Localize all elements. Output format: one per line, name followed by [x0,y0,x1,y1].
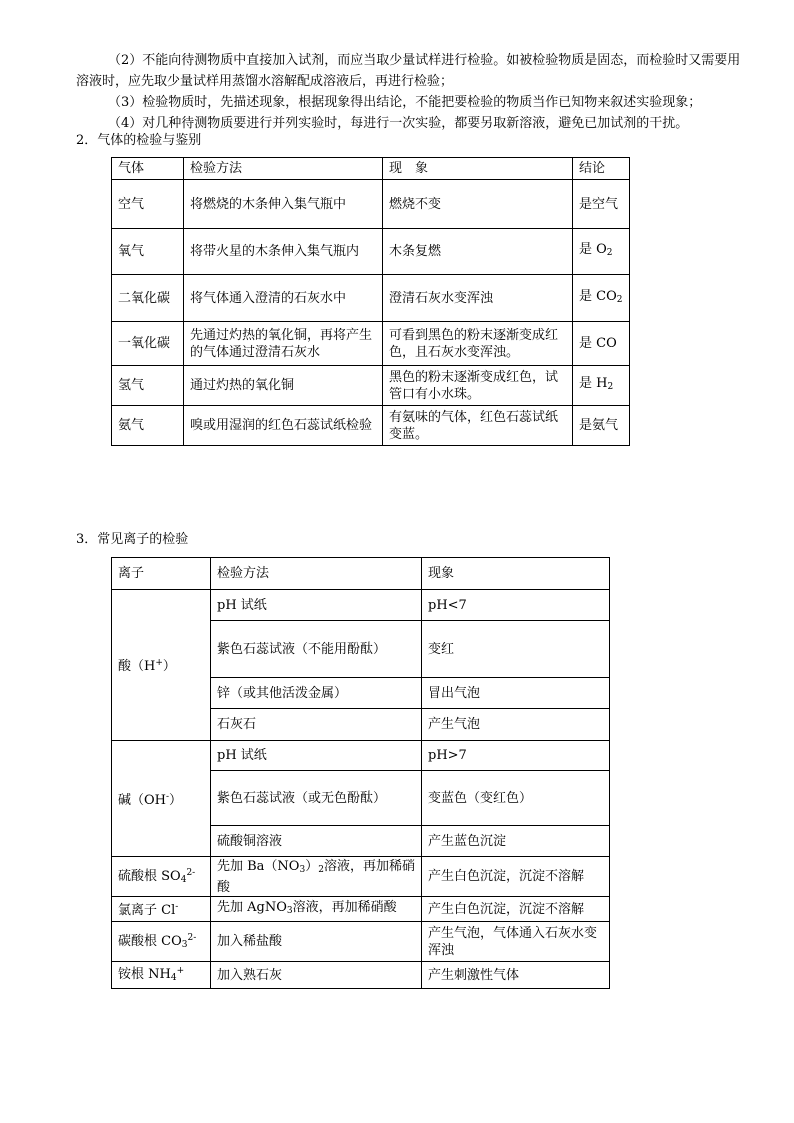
test-method: 将带火星的木条伸入集气瓶内 [184,229,383,275]
gas-name: 氧气 [112,229,184,275]
test-method: 硫酸铜溶液 [211,826,422,857]
test-phenomenon: 变红 [422,621,610,678]
test-method: 先加 $Ba(NO_3)_2$溶液，再加稀硝酸 [211,857,422,897]
test-phenomenon: 变蓝色（变红色） [422,771,610,826]
gas-name: 一氧化碳 [112,322,184,366]
gas-section-heading: 2．气体的检验与鉴别 [76,133,202,148]
table-row [112,229,630,275]
test-method: 通过灼热的氧化铜 [184,366,383,406]
test-phenomenon: 冒出气泡 [422,678,610,709]
test-conclusion: 是 $O_2$ [573,229,630,275]
header-method: 检验方法 [211,558,422,590]
table-row [112,275,630,322]
ion-sulfate: 硫酸根 $SO_4^{2-}$ [112,857,211,897]
test-phenomenon: 产生气泡 [422,709,610,741]
test-phenomenon: 黑色的粉末逐渐变成红色，试管口有小水珠。 [383,366,573,406]
test-conclusion: 是 $CO_2$ [573,275,630,322]
table-row [112,922,610,962]
table-row [112,897,610,922]
ion-section-heading: 3．常见离子的检验 [76,532,189,547]
test-phenomenon: 木条复燃 [383,229,573,275]
test-method: pH 试纸 [211,741,422,771]
test-phenomenon: 澄清石灰水变浑浊 [383,275,573,322]
table-row [112,962,610,989]
gas-name: 空气 [112,180,184,229]
gas-test-table [111,157,630,446]
table-row [112,180,630,229]
header-conclusion: 结论 [573,158,630,180]
test-phenomenon: 产生气泡，气体通入石灰水变浑浊 [422,922,610,962]
gas-name: 氨气 [112,406,184,446]
table-header-row [112,158,630,180]
test-method: 锌（或其他活泼金属） [211,678,422,709]
test-conclusion: 是氨气 [573,406,630,446]
test-phenomenon: pH>7 [422,741,610,771]
test-method: 将燃烧的木条伸入集气瓶中 [184,180,383,229]
test-conclusion: 是空气 [573,180,630,229]
test-conclusion: 是 $H_2$ [573,366,630,406]
table-header-row [112,558,610,590]
ion-test-table [111,557,610,989]
table-row [112,406,630,446]
note-paragraph-3: （3）检验物质时，先描述现象，根据现象得出结论，不能把要检验的物质当作已知物来叙述实验现象； [108,95,702,110]
test-phenomenon: 产生白色沉淀，沉淀不溶解 [422,897,610,922]
note-paragraph-4: （4）对几种待测物质要进行并列实验时，每进行一次实验，都要另取新溶液，避免已加试剂的干扰。 [108,116,689,131]
test-method: pH 试纸 [211,590,422,621]
test-method: 石灰石 [211,709,422,741]
test-phenomenon: pH<7 [422,590,610,621]
test-method: 先加 AgNO$_3$溶液，再加稀硝酸 [211,897,422,922]
test-phenomenon: 燃烧不变 [383,180,573,229]
ion-acid: 酸（H+） [112,590,211,741]
header-method: 检验方法 [184,158,383,180]
table-row [112,741,610,771]
test-method: 将气体通入澄清的石灰水中 [184,275,383,322]
header-ion: 离子 [112,558,211,590]
table-row [112,857,610,897]
ion-base: 碱（OH-） [112,741,211,857]
note-paragraph-2: （2）不能向待测物质中直接加入试剂，而应当取少量试样进行检验。如被检验物质是固态，而检验时又需要用溶液时，应先取少量试样用蒸馏水溶解配成溶液后，再进行检验； [76,53,741,89]
test-method: 加入熟石灰 [211,962,422,989]
table-row [112,366,630,406]
table-row [112,590,610,621]
header-phenomenon: 现 象 [383,158,573,180]
test-phenomenon: 产生蓝色沉淀 [422,826,610,857]
header-gas: 气体 [112,158,184,180]
test-conclusion: 是 CO [573,322,630,366]
test-phenomenon: 产生白色沉淀，沉淀不溶解 [422,857,610,897]
test-method: 加入稀盐酸 [211,922,422,962]
header-phenomenon: 现象 [422,558,610,590]
ion-ammonium: 铵根 $NH_4^+$ [112,962,211,989]
ion-chloride: 氯离子 Cl- [112,897,211,922]
gas-name: 氢气 [112,366,184,406]
test-method: 先通过灼热的氧化铜，再将产生的气体通过澄清石灰水 [184,322,383,366]
table-row [112,322,630,366]
ion-carbonate: 碳酸根 $CO_3^{2-}$ [112,922,211,962]
test-method: 紫色石蕊试液（不能用酚酞） [211,621,422,678]
test-phenomenon: 可看到黑色的粉末逐渐变成红色，且石灰水变浑浊。 [383,322,573,366]
test-phenomenon: 产生刺激性气体 [422,962,610,989]
test-method: 紫色石蕊试液（或无色酚酞） [211,771,422,826]
gas-name: 二氧化碳 [112,275,184,322]
test-method: 嗅或用湿润的红色石蕊试纸检验 [184,406,383,446]
test-phenomenon: 有氨味的气体，红色石蕊试纸变蓝。 [383,406,573,446]
